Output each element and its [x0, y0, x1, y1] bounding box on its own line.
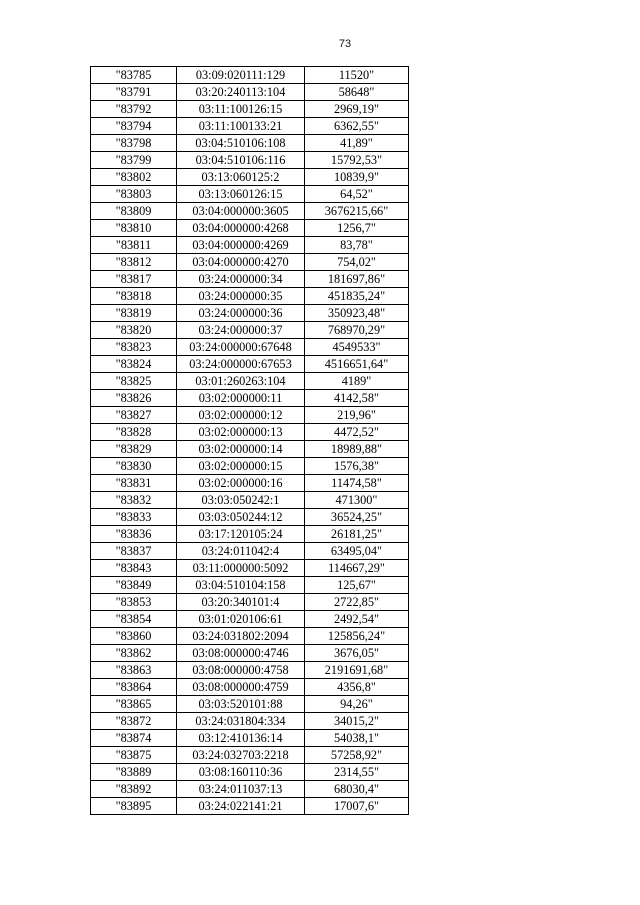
value-cell: 2492,54"	[305, 611, 409, 628]
table-row	[91, 798, 409, 815]
table-row	[91, 781, 409, 798]
value-cell: 41,89"	[305, 135, 409, 152]
value-cell: 17007,6"	[305, 798, 409, 815]
value-cell: 4189"	[305, 373, 409, 390]
cadastral-number-cell: 03:24:000000:35	[177, 288, 305, 305]
value-cell: 4516651,64"	[305, 356, 409, 373]
record-id-cell: "83810	[91, 220, 177, 237]
value-cell: 114667,29"	[305, 560, 409, 577]
record-id-cell: "83836	[91, 526, 177, 543]
cadastral-number-cell: 03:08:000000:4746	[177, 645, 305, 662]
cadastral-number-cell: 03:04:000000:4269	[177, 237, 305, 254]
table-row	[91, 441, 409, 458]
record-id-cell: "83863	[91, 662, 177, 679]
table-row	[91, 169, 409, 186]
record-id-cell: "83826	[91, 390, 177, 407]
cadastral-number-cell: 03:08:000000:4759	[177, 679, 305, 696]
record-id-cell: "83824	[91, 356, 177, 373]
value-cell: 64,52"	[305, 186, 409, 203]
cadastral-number-cell: 03:17:120105:24	[177, 526, 305, 543]
record-id-cell: "83794	[91, 118, 177, 135]
cadastral-number-cell: 03:24:032703:2218	[177, 747, 305, 764]
table-row	[91, 305, 409, 322]
cadastral-number-cell: 03:24:011042:4	[177, 543, 305, 560]
cadastral-number-cell: 03:02:000000:13	[177, 424, 305, 441]
value-cell: 68030,4"	[305, 781, 409, 798]
record-id-cell: "83823	[91, 339, 177, 356]
table-row	[91, 560, 409, 577]
table-row	[91, 611, 409, 628]
table-row	[91, 645, 409, 662]
table-row	[91, 254, 409, 271]
value-cell: 15792,53"	[305, 152, 409, 169]
table-row	[91, 67, 409, 84]
value-cell: 6362,55"	[305, 118, 409, 135]
record-id-cell: "83837	[91, 543, 177, 560]
cadastral-number-cell: 03:24:000000:67653	[177, 356, 305, 373]
value-cell: 4472,52"	[305, 424, 409, 441]
cadastral-number-cell: 03:24:022141:21	[177, 798, 305, 815]
table-row	[91, 730, 409, 747]
record-id-cell: "83862	[91, 645, 177, 662]
value-cell: 3676,05"	[305, 645, 409, 662]
record-id-cell: "83792	[91, 101, 177, 118]
table-row	[91, 764, 409, 781]
record-id-cell: "83817	[91, 271, 177, 288]
value-cell: 350923,48"	[305, 305, 409, 322]
table-row	[91, 407, 409, 424]
cadastral-number-cell: 03:24:000000:34	[177, 271, 305, 288]
table-row	[91, 322, 409, 339]
value-cell: 58648"	[305, 84, 409, 101]
value-cell: 2722,85"	[305, 594, 409, 611]
table-row	[91, 594, 409, 611]
value-cell: 125856,24"	[305, 628, 409, 645]
table-row	[91, 288, 409, 305]
cadastral-number-cell: 03:08:000000:4758	[177, 662, 305, 679]
value-cell: 34015,2"	[305, 713, 409, 730]
record-id-cell: "83865	[91, 696, 177, 713]
value-cell: 768970,29"	[305, 322, 409, 339]
record-id-cell: "83864	[91, 679, 177, 696]
cadastral-number-cell: 03:02:000000:15	[177, 458, 305, 475]
cadastral-number-cell: 03:12:410136:14	[177, 730, 305, 747]
record-id-cell: "83854	[91, 611, 177, 628]
records-table	[90, 66, 409, 815]
cadastral-number-cell: 03:01:020106:61	[177, 611, 305, 628]
record-id-cell: "83874	[91, 730, 177, 747]
table-row	[91, 84, 409, 101]
table-row	[91, 424, 409, 441]
value-cell: 754,02"	[305, 254, 409, 271]
record-id-cell: "83791	[91, 84, 177, 101]
value-cell: 83,78"	[305, 237, 409, 254]
cadastral-number-cell: 03:24:000000:67648	[177, 339, 305, 356]
page-number: 73	[338, 38, 352, 50]
table-row	[91, 237, 409, 254]
table-row	[91, 373, 409, 390]
value-cell: 63495,04"	[305, 543, 409, 560]
record-id-cell: "83798	[91, 135, 177, 152]
value-cell: 4549533"	[305, 339, 409, 356]
record-id-cell: "83853	[91, 594, 177, 611]
value-cell: 219,96"	[305, 407, 409, 424]
cadastral-number-cell: 03:11:100133:21	[177, 118, 305, 135]
record-id-cell: "83819	[91, 305, 177, 322]
cadastral-number-cell: 03:20:340101:4	[177, 594, 305, 611]
value-cell: 57258,92"	[305, 747, 409, 764]
record-id-cell: "83843	[91, 560, 177, 577]
table-row	[91, 509, 409, 526]
value-cell: 181697,86"	[305, 271, 409, 288]
table-row	[91, 696, 409, 713]
cadastral-number-cell: 03:24:031804:334	[177, 713, 305, 730]
cadastral-number-cell: 03:02:000000:14	[177, 441, 305, 458]
record-id-cell: "83799	[91, 152, 177, 169]
cadastral-number-cell: 03:09:020111:129	[177, 67, 305, 84]
record-id-cell: "83829	[91, 441, 177, 458]
cadastral-number-cell: 03:08:160110:36	[177, 764, 305, 781]
value-cell: 11520"	[305, 67, 409, 84]
value-cell: 4142,58"	[305, 390, 409, 407]
value-cell: 125,67"	[305, 577, 409, 594]
table-row	[91, 492, 409, 509]
table-row	[91, 475, 409, 492]
table-row	[91, 152, 409, 169]
table-row	[91, 356, 409, 373]
record-id-cell: "83811	[91, 237, 177, 254]
cadastral-number-cell: 03:04:510106:108	[177, 135, 305, 152]
value-cell: 471300"	[305, 492, 409, 509]
value-cell: 2969,19"	[305, 101, 409, 118]
table-row	[91, 747, 409, 764]
table-row	[91, 628, 409, 645]
value-cell: 54038,1"	[305, 730, 409, 747]
value-cell: 1256,7"	[305, 220, 409, 237]
table-row	[91, 390, 409, 407]
value-cell: 10839,9"	[305, 169, 409, 186]
table-row	[91, 220, 409, 237]
value-cell: 36524,25"	[305, 509, 409, 526]
table-row	[91, 526, 409, 543]
table-row	[91, 339, 409, 356]
record-id-cell: "83828	[91, 424, 177, 441]
value-cell: 11474,58"	[305, 475, 409, 492]
value-cell: 3676215,66"	[305, 203, 409, 220]
cadastral-number-cell: 03:24:031802:2094	[177, 628, 305, 645]
record-id-cell: "83827	[91, 407, 177, 424]
cadastral-number-cell: 03:02:000000:12	[177, 407, 305, 424]
record-id-cell: "83875	[91, 747, 177, 764]
record-id-cell: "83860	[91, 628, 177, 645]
cadastral-number-cell: 03:11:100126:15	[177, 101, 305, 118]
cadastral-number-cell: 03:04:000000:4270	[177, 254, 305, 271]
table-row	[91, 101, 409, 118]
record-id-cell: "83830	[91, 458, 177, 475]
table-row	[91, 662, 409, 679]
cadastral-number-cell: 03:04:510106:116	[177, 152, 305, 169]
table-row	[91, 271, 409, 288]
value-cell: 94,26"	[305, 696, 409, 713]
table-row	[91, 118, 409, 135]
table-row	[91, 135, 409, 152]
value-cell: 2314,55"	[305, 764, 409, 781]
table-row	[91, 203, 409, 220]
record-id-cell: "83849	[91, 577, 177, 594]
cadastral-number-cell: 03:24:000000:36	[177, 305, 305, 322]
cadastral-number-cell: 03:11:000000:5092	[177, 560, 305, 577]
table-row	[91, 713, 409, 730]
cadastral-number-cell: 03:03:520101:88	[177, 696, 305, 713]
record-id-cell: "83831	[91, 475, 177, 492]
cadastral-number-cell: 03:04:510104:158	[177, 577, 305, 594]
value-cell: 18989,88"	[305, 441, 409, 458]
value-cell: 2191691,68"	[305, 662, 409, 679]
cadastral-number-cell: 03:02:000000:11	[177, 390, 305, 407]
value-cell: 26181,25"	[305, 526, 409, 543]
record-id-cell: "83809	[91, 203, 177, 220]
table-row	[91, 543, 409, 560]
cadastral-number-cell: 03:13:060126:15	[177, 186, 305, 203]
table-row	[91, 458, 409, 475]
record-id-cell: "83889	[91, 764, 177, 781]
record-id-cell: "83803	[91, 186, 177, 203]
value-cell: 451835,24"	[305, 288, 409, 305]
cadastral-number-cell: 03:02:000000:16	[177, 475, 305, 492]
record-id-cell: "83895	[91, 798, 177, 815]
cadastral-number-cell: 03:13:060125:2	[177, 169, 305, 186]
cadastral-number-cell: 03:04:000000:3605	[177, 203, 305, 220]
cadastral-number-cell: 03:20:240113:104	[177, 84, 305, 101]
table-row	[91, 679, 409, 696]
cadastral-number-cell: 03:24:011037:13	[177, 781, 305, 798]
cadastral-number-cell: 03:03:050244:12	[177, 509, 305, 526]
record-id-cell: "83825	[91, 373, 177, 390]
cadastral-number-cell: 03:24:000000:37	[177, 322, 305, 339]
cadastral-number-cell: 03:03:050242:1	[177, 492, 305, 509]
value-cell: 4356,8"	[305, 679, 409, 696]
table-row	[91, 186, 409, 203]
table-row	[91, 577, 409, 594]
record-id-cell: "83892	[91, 781, 177, 798]
records-table-body	[91, 67, 409, 815]
record-id-cell: "83832	[91, 492, 177, 509]
record-id-cell: "83872	[91, 713, 177, 730]
value-cell: 1576,38"	[305, 458, 409, 475]
record-id-cell: "83833	[91, 509, 177, 526]
record-id-cell: "83820	[91, 322, 177, 339]
record-id-cell: "83818	[91, 288, 177, 305]
record-id-cell: "83785	[91, 67, 177, 84]
cadastral-number-cell: 03:04:000000:4268	[177, 220, 305, 237]
record-id-cell: "83812	[91, 254, 177, 271]
record-id-cell: "83802	[91, 169, 177, 186]
cadastral-number-cell: 03:01:260263:104	[177, 373, 305, 390]
